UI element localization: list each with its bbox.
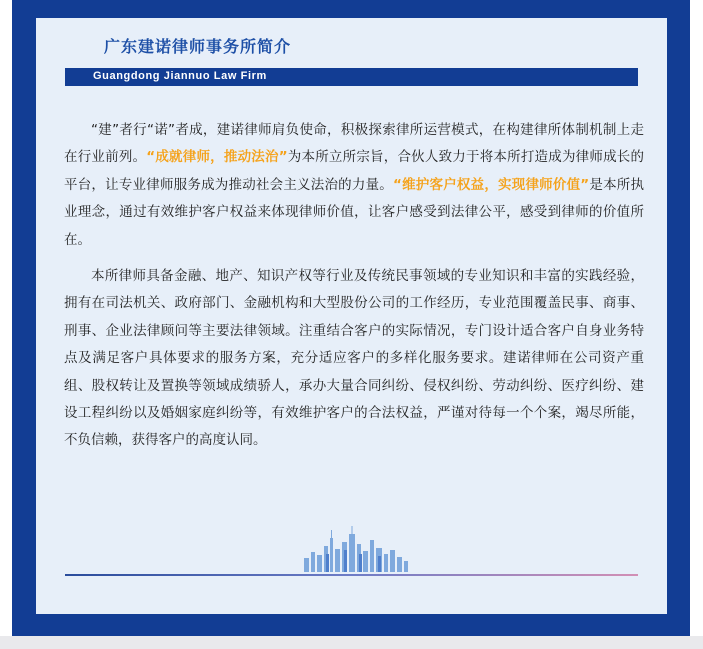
p1-highlight-2: “维护客户权益，实现律师价值” <box>393 176 590 193</box>
banner-subtitle: Guangdong Jiannuo Law Firm <box>93 70 267 82</box>
paragraph-2: 本所律师具备金融、地产、知识产权等行业及传统民事领域的专业知识和丰富的实践经验，拥有在司法机关、政府部门、金融机构和大型股份公司的工作经历，专业范围覆盖民事、商事、刑事、企业法律顾问等主要法律领域。注重结合客户的实际情况，专门设计适合客户自身业务特点及满足客户具体要求的服务方案，充分适应客户的多样化服务要求。建诺律师在公司资产重组、股权转让及置换等领域成绩骄人，承办大量合同纠纷、侵权纠纷、劳动纠纷、医疗纠纷、建设工程纠纷以及婚姻家庭纠纷等，有效维护客户的合法权益，严谨对待每一个个案，竭尽所能，不负信赖，获得客户的高度认同。 <box>64 268 644 449</box>
p1-text-a: “建”者行“诺”者成，建诺律师肩负使命，积极探索律所运营模式，在构建律所体制机制上走在行业前列。 <box>64 122 644 166</box>
title-banner <box>65 68 638 86</box>
city-skyline-icon <box>300 524 410 572</box>
bottom-strip <box>0 636 703 649</box>
bottom-divider <box>65 574 638 576</box>
p1-highlight-1: “成就律师，推动法治” <box>146 149 288 166</box>
paragraph-1 <box>64 117 644 254</box>
p1-text-c: 是本所执业理念，通过有效维护客户权益来体现律师价值，让客户感受到法律公平，感受到律师的价值所在。 <box>64 176 645 248</box>
p1-text-b: 为本所立所宗旨，合伙人致力于将本所打造成为律师成长的平台，让专业律师服务成为推动社会主义法治的力量。 <box>64 149 644 193</box>
intro-text <box>64 117 644 455</box>
page-title: 广东建诺律师事务所简介 <box>104 37 292 56</box>
